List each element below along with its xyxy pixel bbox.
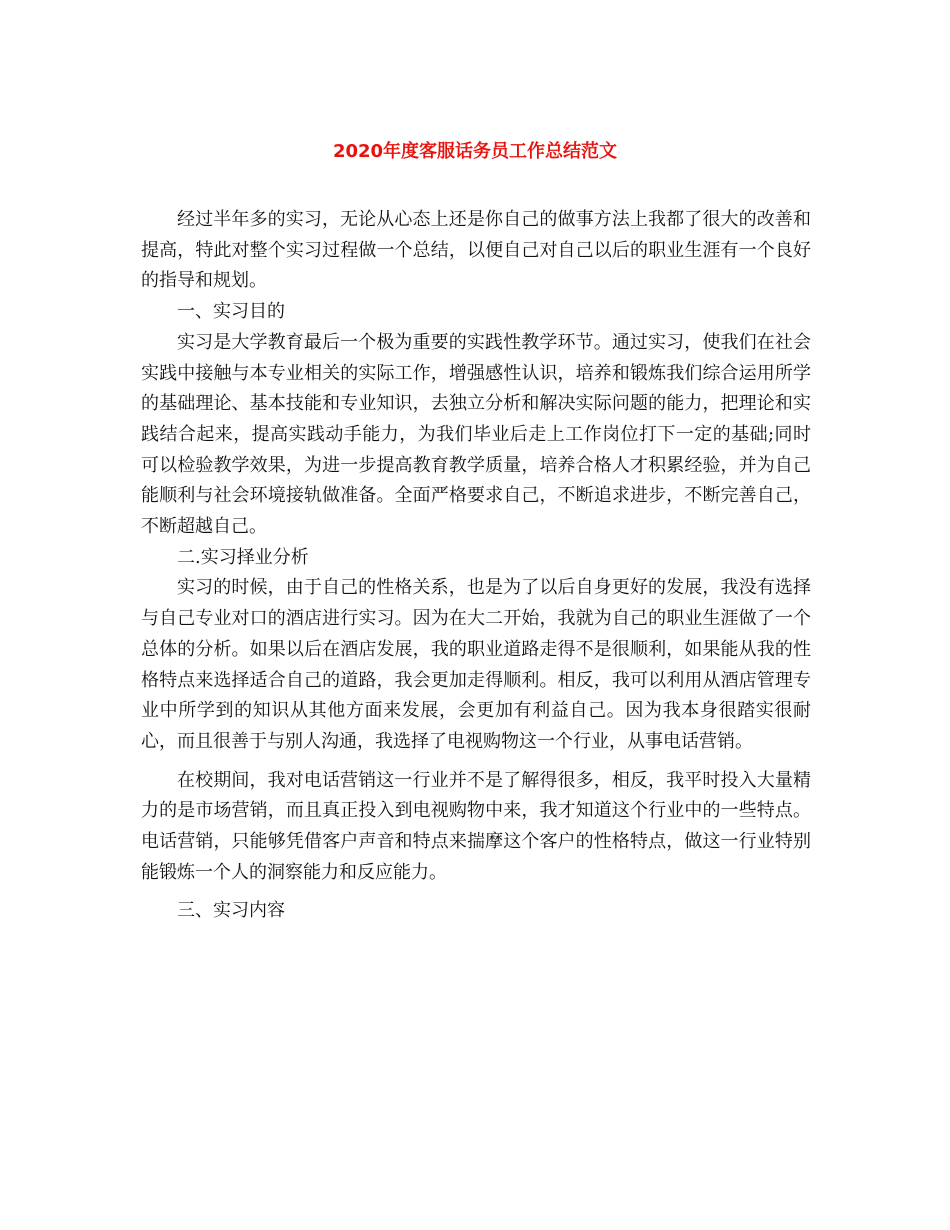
heading-career-analysis: 二.实习择业分析 bbox=[177, 546, 309, 568]
paragraph-career-analysis: 实习的时候，由于自己的性格关系，也是为了以后自身更好的发展，我没有选择与自己专业对口的酒店进行实习。因为在大二开始，我就为自己的职业生涯做了一个总体的分析。如果以后在酒店发展，我的职业道路走得不是很顺利，如果能从我的性格特点来选择适合自己的道路，我会更加走得顺利。相反，我可以利用从酒店管理专业中所学到的知识从其他方面来发展，会更加有利益自己。因为我本身很踏实很耐心，而且很善于与别人沟通，我选择了电视购物这一个行业，从事电话营销。 bbox=[141, 577, 811, 752]
document-title: 2020年度客服话务员工作总结范文 bbox=[332, 141, 618, 162]
paragraph-practice-purpose: 实习是大学教育最后一个极为重要的实践性教学环节。通过实习，使我们在社会实践中接触与本专业相关的实际工作，增强感性认识，培养和锻炼我们综合运用所学的基础理论、基本技能和专业知识，去独立分析和解决实际问题的能力，把理论和实践结合起来，提高实践动手能力，为我们毕业后走上工作岗位打下一定的基础;同时可以检验教学效果，为进一步提高教育教学质量，培养合格人才积累经验，并为自己能顺利与社会环境接轨做准备。全面严格要求自己，不断追求进步，不断完善自己，不断超越自己。 bbox=[141, 331, 811, 538]
document-body bbox=[141, 205, 811, 927]
heading-practice-purpose: 一、实习目的 bbox=[177, 301, 285, 323]
heading-practice-content: 三、实习内容 bbox=[177, 900, 285, 922]
paragraph-school-period: 在校期间，我对电话营销这一行业并不是了解得很多，相反，我平时投入大量精力的是市场营销，而且真正投入到电视购物中来，我才知道这个行业中的一些特点。电话营销，只能够凭借客户声音和特点来揣摩这个客户的性格特点，做这一行业特别能锻炼一个人的洞察能力和反应能力。 bbox=[141, 769, 811, 883]
paragraph-intro: 经过半年多的实习，无论从心态上还是你自己的做事方法上我都了很大的改善和提高，特此对整个实习过程做一个总结，以便自己对自己以后的职业生涯有一个良好的指导和规划。 bbox=[141, 209, 811, 292]
